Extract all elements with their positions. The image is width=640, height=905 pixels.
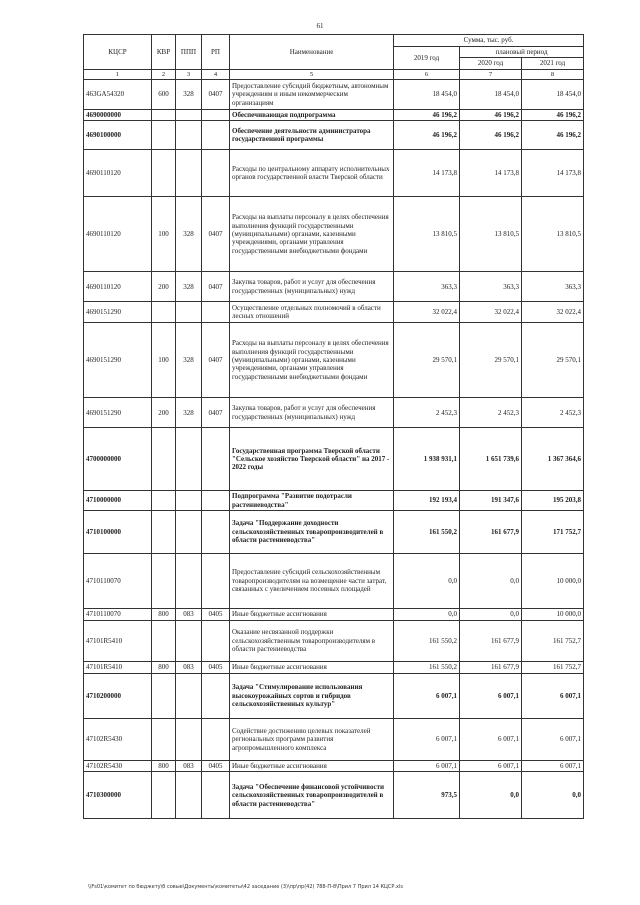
value-2020-cell: 161 677,9: [460, 511, 522, 554]
name-cell: Задача "Обеспечение финансовой устойчивости сельскохозяйственных товаропроизводителей в области растениеводства": [230, 772, 394, 819]
ppp-cell: 083: [176, 609, 202, 621]
kcsr-cell: 4710300000: [84, 772, 152, 819]
value-2019-cell: 2 452,3: [394, 398, 460, 428]
value-2021-cell: 32 022,4: [522, 302, 584, 323]
ppp-cell: [176, 121, 202, 150]
column-index: 2: [152, 69, 176, 79]
value-2021-cell: 13 810,5: [522, 197, 584, 272]
ppp-cell: 328: [176, 323, 202, 398]
value-2021-cell: 6 007,1: [522, 761, 584, 772]
ppp-cell: [176, 302, 202, 323]
name-cell: Предоставление субсидий бюджетным, автономным учреждениям и иным некоммерческим организациям: [230, 79, 394, 109]
file-path-footer: \\Fs01\комитет по бюджету\б совые\Документы\комитеты\42 заседание (3)\пр\пр(42) 788-П-8\Прил 7 Прил 14 КЦСР.xls: [88, 884, 403, 890]
value-2019-cell: 161 550,2: [394, 662, 460, 674]
value-2019-cell: 0,0: [394, 609, 460, 621]
rp-cell: 0407: [202, 272, 230, 302]
name-cell: Иные бюджетные ассигнования: [230, 662, 394, 674]
value-2019-cell: 6 007,1: [394, 719, 460, 761]
kvr-cell: [152, 302, 176, 323]
kvr-cell: 800: [152, 662, 176, 674]
value-2020-cell: 0,0: [460, 554, 522, 609]
column-index-row: [84, 69, 584, 79]
rp-cell: [202, 109, 230, 120]
name-cell: Подпрограмма "Развитие подотрасли растениеводства": [230, 491, 394, 511]
column-index: 6: [394, 69, 460, 79]
table-row: [84, 428, 584, 491]
value-2020-cell: 161 677,9: [460, 621, 522, 662]
kvr-cell: 100: [152, 323, 176, 398]
rp-cell: [202, 719, 230, 761]
kvr-cell: 100: [152, 197, 176, 272]
value-2021-cell: 171 752,7: [522, 511, 584, 554]
rp-cell: 0407: [202, 197, 230, 272]
kcsr-cell: 4710110070: [84, 609, 152, 621]
ppp-cell: 328: [176, 272, 202, 302]
value-2020-cell: 0,0: [460, 772, 522, 819]
table-row: [84, 272, 584, 302]
name-cell: Иные бюджетные ассигнования: [230, 609, 394, 621]
kvr-cell: 800: [152, 761, 176, 772]
rp-cell: [202, 621, 230, 662]
ppp-cell: [176, 621, 202, 662]
kcsr-cell: 4710000000: [84, 491, 152, 511]
kvr-cell: [152, 674, 176, 719]
ppp-cell: [176, 674, 202, 719]
kcsr-cell: 4690110120: [84, 272, 152, 302]
name-cell: Задача "Стимулирование использования высокоурожайных сортов и гибридов сельскохозяйственных культур": [230, 674, 394, 719]
rp-cell: [202, 150, 230, 197]
rp-cell: [202, 302, 230, 323]
value-2019-cell: 0,0: [394, 554, 460, 609]
table-row: [84, 302, 584, 323]
kvr-cell: [152, 428, 176, 491]
rp-cell: [202, 121, 230, 150]
kcsr-cell: 4710100000: [84, 511, 152, 554]
kvr-cell: [152, 491, 176, 511]
table-row: [84, 554, 584, 609]
name-cell: Иные бюджетные ассигнования: [230, 761, 394, 772]
ppp-cell: 083: [176, 662, 202, 674]
value-2021-cell: 161 752,7: [522, 621, 584, 662]
kcsr-cell: 4690000000: [84, 109, 152, 120]
kcsr-cell: 4690151290: [84, 398, 152, 428]
rp-cell: [202, 491, 230, 511]
value-2021-cell: 195 203,8: [522, 491, 584, 511]
value-2020-cell: 18 454,0: [460, 79, 522, 109]
name-cell: Расходы по центральному аппарату исполнительных органов государственной власти Тверской области: [230, 150, 394, 197]
kvr-cell: 200: [152, 272, 176, 302]
value-2020-cell: 2 452,3: [460, 398, 522, 428]
table-row: [84, 323, 584, 398]
value-2021-cell: 46 196,2: [522, 121, 584, 150]
value-2019-cell: 161 550,2: [394, 511, 460, 554]
value-2020-cell: 6 007,1: [460, 674, 522, 719]
kvr-cell: [152, 109, 176, 120]
value-2020-cell: 46 196,2: [460, 121, 522, 150]
value-2020-cell: 46 196,2: [460, 109, 522, 120]
value-2021-cell: 6 007,1: [522, 674, 584, 719]
value-2019-cell: 46 196,2: [394, 121, 460, 150]
table-row: [84, 398, 584, 428]
value-2019-cell: 973,5: [394, 772, 460, 819]
value-2021-cell: 14 173,8: [522, 150, 584, 197]
kvr-cell: [152, 121, 176, 150]
ppp-cell: [176, 772, 202, 819]
ppp-cell: [176, 150, 202, 197]
name-cell: Расходы на выплаты персоналу в целях обеспечения выполнения функций государственными (муниципальными) органами, казенными учреждениями, органами управления государственными внебюджетными фондами: [230, 323, 394, 398]
value-2019-cell: 6 007,1: [394, 674, 460, 719]
ppp-cell: [176, 511, 202, 554]
kcsr-cell: 463GA54320: [84, 79, 152, 109]
value-2021-cell: 0,0: [522, 772, 584, 819]
value-2019-cell: 29 570,1: [394, 323, 460, 398]
header-rp: РП: [202, 35, 230, 70]
name-cell: Обеспечение деятельности администратора государственной программы: [230, 121, 394, 150]
name-cell: Закупка товаров, работ и услуг для обеспечения государственных (муниципальных) нужд: [230, 398, 394, 428]
column-index: 4: [202, 69, 230, 79]
page-number: 61: [316, 22, 324, 30]
value-2020-cell: 363,3: [460, 272, 522, 302]
rp-cell: [202, 554, 230, 609]
kcsr-cell: 47102R5430: [84, 761, 152, 772]
table-row: [84, 772, 584, 819]
value-2019-cell: 6 007,1: [394, 761, 460, 772]
kcsr-cell: 47101R5410: [84, 662, 152, 674]
kcsr-cell: 4690151290: [84, 323, 152, 398]
ppp-cell: [176, 719, 202, 761]
value-2019-cell: 192 193,4: [394, 491, 460, 511]
kvr-cell: 800: [152, 609, 176, 621]
kvr-cell: [152, 554, 176, 609]
budget-table: [83, 34, 584, 819]
header-name: Наименование: [230, 35, 394, 70]
value-2019-cell: 14 173,8: [394, 150, 460, 197]
column-index: 7: [460, 69, 522, 79]
name-cell: Содействие достижению целевых показателей региональных программ развития агропромышленного комплекса: [230, 719, 394, 761]
ppp-cell: [176, 554, 202, 609]
rp-cell: 0407: [202, 398, 230, 428]
value-2020-cell: 29 570,1: [460, 323, 522, 398]
value-2019-cell: 1 938 931,1: [394, 428, 460, 491]
kvr-cell: [152, 772, 176, 819]
value-2021-cell: 1 367 364,6: [522, 428, 584, 491]
kvr-cell: 200: [152, 398, 176, 428]
value-2020-cell: 161 677,9: [460, 662, 522, 674]
value-2019-cell: 46 196,2: [394, 109, 460, 120]
value-2019-cell: 13 810,5: [394, 197, 460, 272]
value-2020-cell: 191 347,6: [460, 491, 522, 511]
table-row: [84, 511, 584, 554]
header-ppp: ППП: [176, 35, 202, 70]
value-2020-cell: 32 022,4: [460, 302, 522, 323]
table-row: [84, 109, 584, 120]
header-planned-period: плановый период: [460, 47, 584, 58]
header-2020: 2020 год: [460, 58, 522, 69]
table-row: [84, 719, 584, 761]
rp-cell: [202, 428, 230, 491]
name-cell: Обеспечивающая подпрограмма: [230, 109, 394, 120]
name-cell: Осуществление отдельных полномочий в области лесных отношений: [230, 302, 394, 323]
rp-cell: 0405: [202, 609, 230, 621]
value-2021-cell: 10 000,0: [522, 609, 584, 621]
value-2019-cell: 161 550,2: [394, 621, 460, 662]
kcsr-cell: 4710110070: [84, 554, 152, 609]
value-2021-cell: 161 752,7: [522, 662, 584, 674]
name-cell: Предоставление субсидий сельскохозяйственным товаропроизводителям на возмещение части затрат, связанных с увеличением посевных площадей: [230, 554, 394, 609]
ppp-cell: 328: [176, 79, 202, 109]
kcsr-cell: 4690151290: [84, 302, 152, 323]
kcsr-cell: 4710200000: [84, 674, 152, 719]
kvr-cell: 600: [152, 79, 176, 109]
column-index: 8: [522, 69, 584, 79]
value-2020-cell: 1 651 739,6: [460, 428, 522, 491]
rp-cell: 0407: [202, 323, 230, 398]
value-2021-cell: 29 570,1: [522, 323, 584, 398]
kvr-cell: [152, 719, 176, 761]
value-2021-cell: 363,3: [522, 272, 584, 302]
header-2021: 2021 год: [522, 58, 584, 69]
value-2020-cell: 6 007,1: [460, 761, 522, 772]
rp-cell: [202, 772, 230, 819]
table-row: [84, 79, 584, 109]
table-row: [84, 674, 584, 719]
value-2021-cell: 46 196,2: [522, 109, 584, 120]
rp-cell: 0407: [202, 79, 230, 109]
table-row: [84, 662, 584, 674]
value-2021-cell: 2 452,3: [522, 398, 584, 428]
name-cell: Задача "Поддержание доходности сельскохозяйственных товаропроизводителей в области растениеводства": [230, 511, 394, 554]
value-2021-cell: 18 454,0: [522, 79, 584, 109]
name-cell: Закупка товаров, работ и услуг для обеспечения государственных (муниципальных) нужд: [230, 272, 394, 302]
name-cell: Государственная программа Тверской области "Сельское хозяйство Тверской области" на 2017 - 2022 годы: [230, 428, 394, 491]
value-2020-cell: 6 007,1: [460, 719, 522, 761]
header-kcsr: КЦСР: [84, 35, 152, 70]
kcsr-cell: 4690100000: [84, 121, 152, 150]
kvr-cell: [152, 150, 176, 197]
kcsr-cell: 47102R5430: [84, 719, 152, 761]
kcsr-cell: 4690110120: [84, 150, 152, 197]
value-2021-cell: 6 007,1: [522, 719, 584, 761]
column-index: 1: [84, 69, 152, 79]
ppp-cell: [176, 491, 202, 511]
ppp-cell: [176, 428, 202, 491]
table-row: [84, 197, 584, 272]
rp-cell: 0405: [202, 662, 230, 674]
value-2019-cell: 363,3: [394, 272, 460, 302]
table-row: [84, 621, 584, 662]
rp-cell: [202, 674, 230, 719]
column-index: 3: [176, 69, 202, 79]
header-kvr: КВР: [152, 35, 176, 70]
value-2021-cell: 10 000,0: [522, 554, 584, 609]
value-2020-cell: 14 173,8: [460, 150, 522, 197]
table-row: [84, 150, 584, 197]
value-2020-cell: 13 810,5: [460, 197, 522, 272]
ppp-cell: [176, 109, 202, 120]
value-2019-cell: 32 022,4: [394, 302, 460, 323]
kcsr-cell: 47101R5410: [84, 621, 152, 662]
value-2019-cell: 18 454,0: [394, 79, 460, 109]
kcsr-cell: 4700000000: [84, 428, 152, 491]
table-row: [84, 121, 584, 150]
header-2019: 2019 год: [394, 47, 460, 70]
kvr-cell: [152, 511, 176, 554]
table-row: [84, 491, 584, 511]
kvr-cell: [152, 621, 176, 662]
header-sum: Сумма, тыс. руб.: [394, 35, 584, 47]
rp-cell: 0405: [202, 761, 230, 772]
name-cell: Оказание несвязанной поддержки сельскохозяйственным товаропроизводителям в области растениеводства: [230, 621, 394, 662]
name-cell: Расходы на выплаты персоналу в целях обеспечения выполнения функций государственными (муниципальными) органами, казенными учреждениями, органами управления государственными внебюджетными фондами: [230, 197, 394, 272]
rp-cell: [202, 511, 230, 554]
ppp-cell: 328: [176, 398, 202, 428]
table-body: [84, 79, 584, 819]
ppp-cell: 328: [176, 197, 202, 272]
value-2020-cell: 0,0: [460, 609, 522, 621]
table-row: [84, 761, 584, 772]
kcsr-cell: 4690110120: [84, 197, 152, 272]
table-row: [84, 609, 584, 621]
ppp-cell: 083: [176, 761, 202, 772]
column-index: 5: [230, 69, 394, 79]
